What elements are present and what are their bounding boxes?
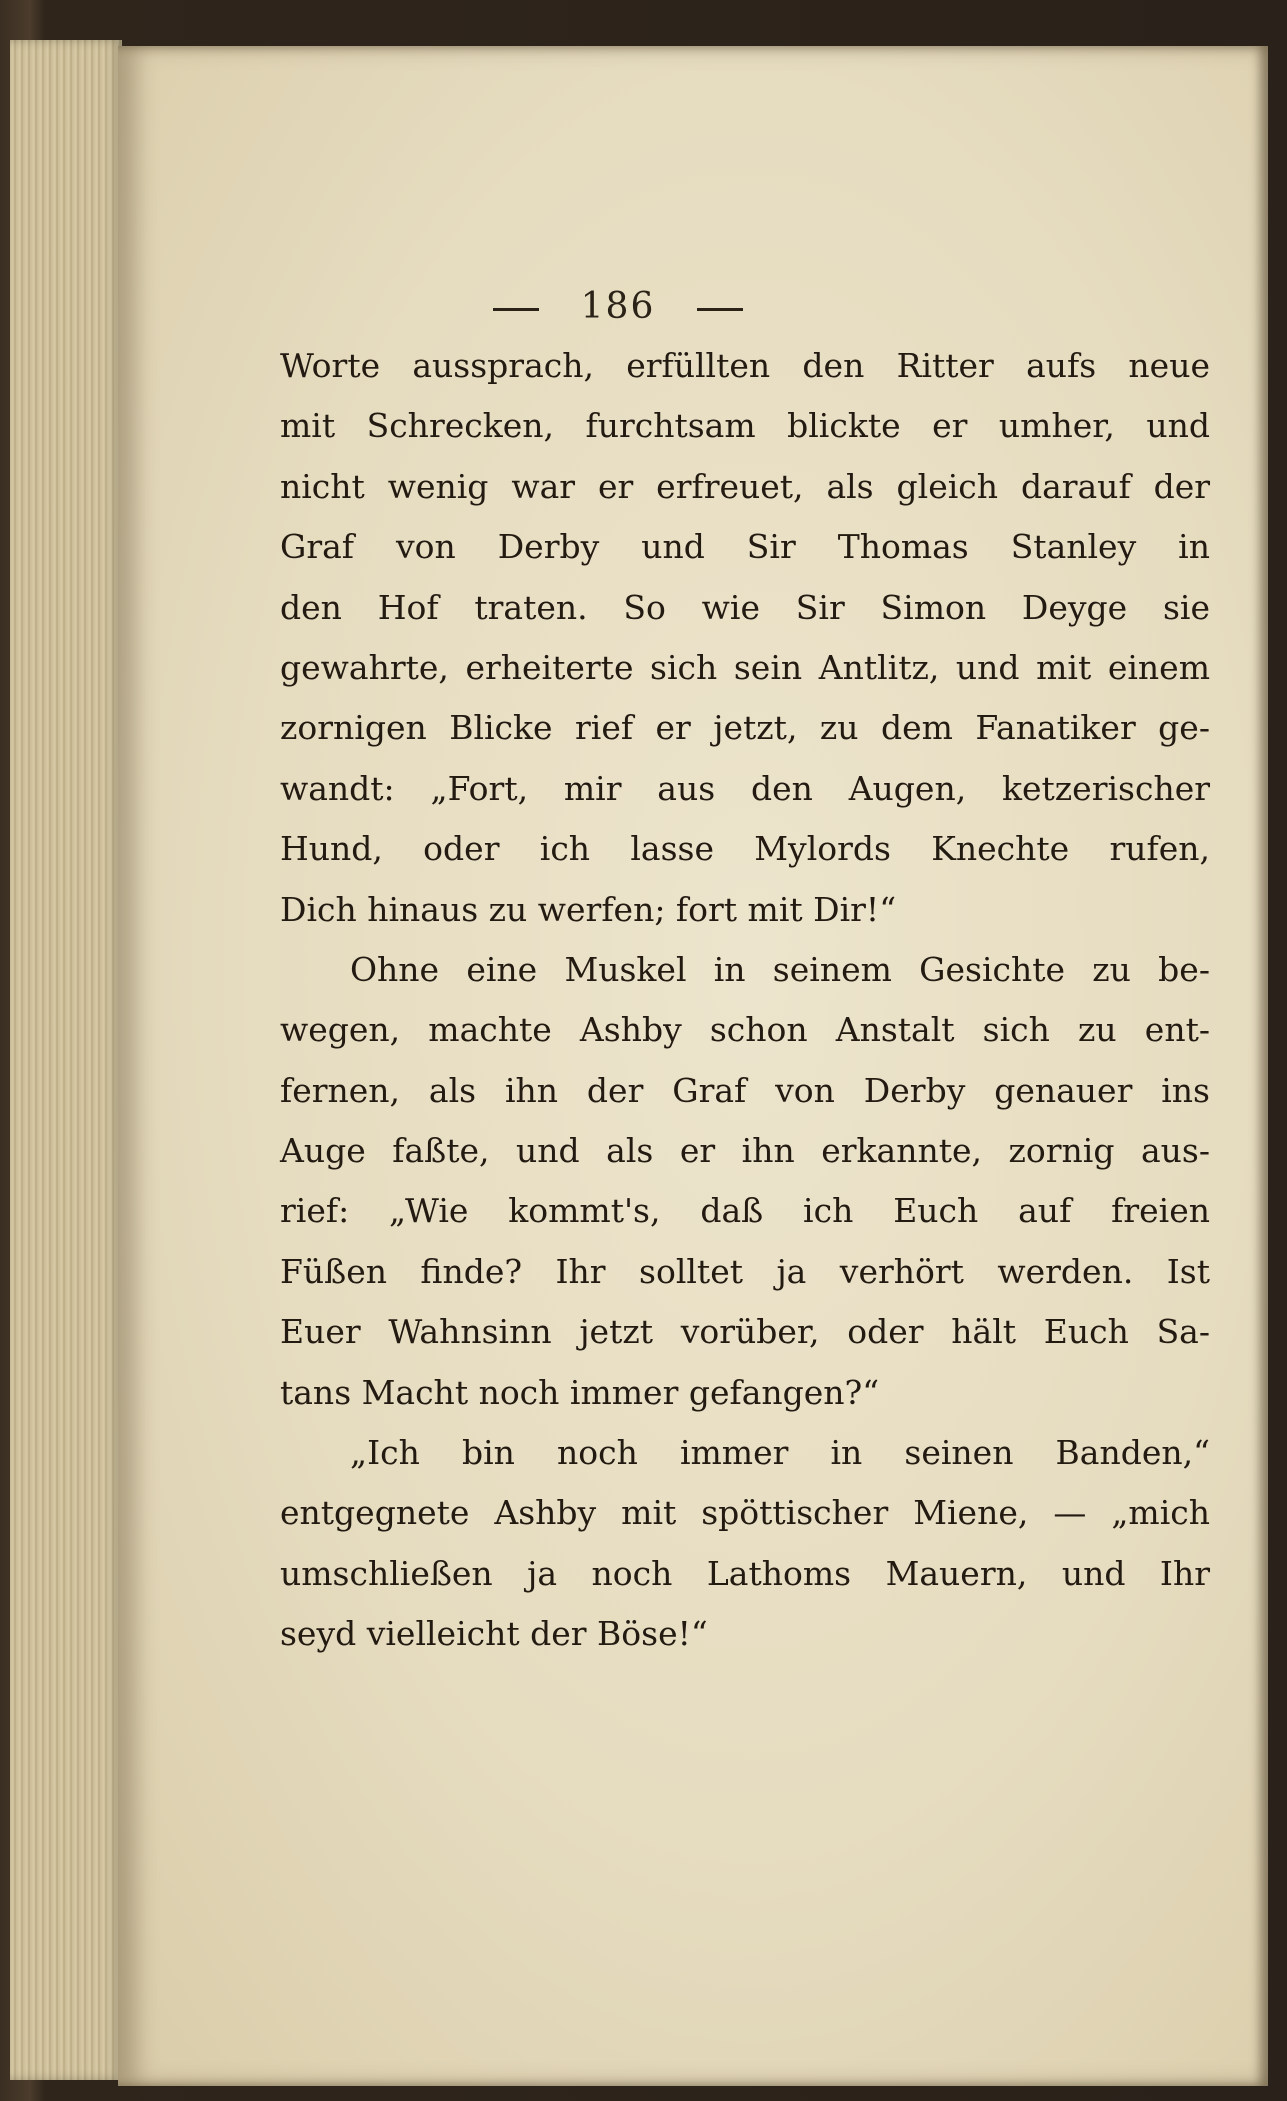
text-line: mit Schrecken, furchtsam blickte er umher, und — [280, 406, 1210, 446]
text-line: Auge faßte, und als er ihn erkannte, zornig aus- — [280, 1131, 1210, 1171]
text-line: „Ich bin noch immer in seinen Banden,“ — [350, 1433, 1210, 1473]
text-line: rief: „Wie kommt's, daß ich Euch auf freien — [280, 1191, 1210, 1231]
text-line: Graf von Derby und Sir Thomas Stanley in — [280, 527, 1210, 567]
text-line: umschließen ja noch Lathoms Mauern, und Ihr — [280, 1553, 1210, 1593]
text-line: wandt: „Fort, mir aus den Augen, ketzerischer — [280, 768, 1210, 808]
left-dash — [493, 308, 539, 311]
text-line: Ohne eine Muskel in seinem Gesichte zu be- — [350, 949, 1210, 989]
right-dash — [697, 308, 743, 311]
text-line: Dich hinaus zu werfen; fort mit Dir!“ — [280, 889, 897, 929]
text-line: nicht wenig war er erfreuet, als gleich darauf der — [280, 466, 1210, 506]
text-line: zornigen Blicke rief er jetzt, zu dem Fanatiker ge- — [280, 708, 1210, 748]
text-line: seyd vielleicht der Böse!“ — [280, 1614, 708, 1654]
text-line: Füßen finde? Ihr solltet ja verhört werden. Ist — [280, 1251, 1210, 1291]
text-line: Worte aussprach, erfüllten den Ritter aufs neue — [280, 346, 1210, 385]
text-line: entgegnete Ashby mit spöttischer Miene, — „mich — [280, 1493, 1210, 1533]
text-line: fernen, als ihn der Graf von Derby genauer ins — [280, 1070, 1210, 1110]
text-line: gewahrte, erheiterte sich sein Antlitz, und mit einem — [280, 647, 1210, 687]
text-line: den Hof traten. So wie Sir Simon Deyge sie — [280, 587, 1210, 627]
body-text — [280, 336, 1210, 1665]
text-line: Euer Wahnsinn jetzt vorüber, oder hält Euch Sa- — [280, 1312, 1210, 1352]
text-line: Hund, oder ich lasse Mylords Knechte rufen, — [280, 829, 1210, 869]
page-number-header — [118, 286, 1118, 327]
text-line: wegen, machte Ashby schon Anstalt sich zu ent- — [280, 1010, 1210, 1050]
page-number: 186 — [580, 286, 656, 327]
page-edges — [10, 40, 122, 2080]
text-line: tans Macht noch immer gefangen?“ — [280, 1372, 880, 1412]
